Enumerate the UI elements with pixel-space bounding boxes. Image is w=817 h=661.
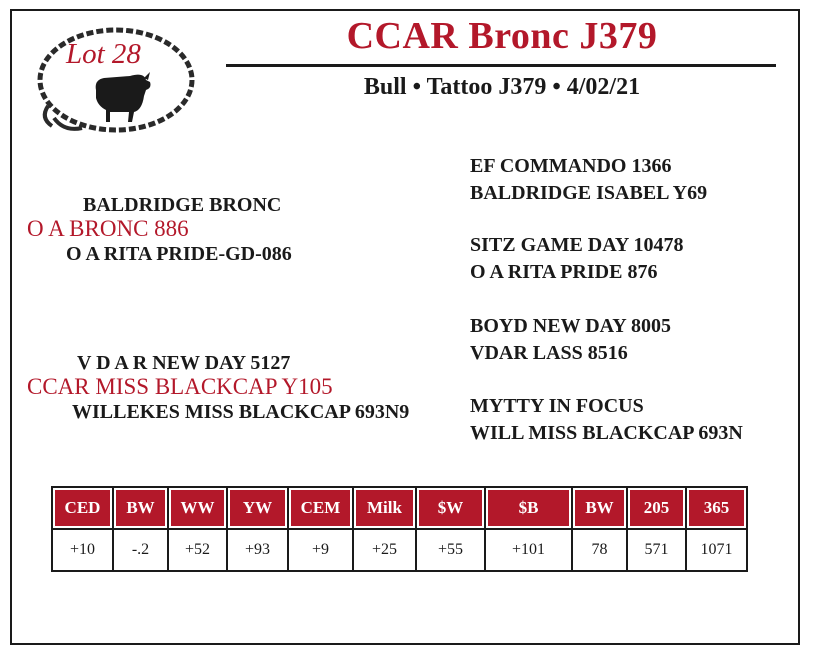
lot-number: Lot 28 [66,38,141,70]
epd-header-ced: CED [52,487,113,529]
title-divider [226,64,776,67]
grandparent-pair [470,232,684,286]
epd-value-yw: +93 [227,529,288,571]
epd-header-ww: WW [168,487,227,529]
epd-header-bw: BW [113,487,168,529]
epd-value-w-index: +55 [416,529,485,571]
animal-subtitle: Bull • Tattoo J379 • 4/02/21 [363,74,641,100]
grandparent-dam: WILL MISS BLACKCAP 693N [470,422,743,444]
dam-name: CCAR MISS BLACKCAP Y105 [27,374,333,399]
sire-name: O A BRONC 886 [27,216,189,241]
grandparent-dam: O A RITA PRIDE 876 [470,261,658,283]
dam-dam: WILLEKES MISS BLACKCAP 693N9 [72,401,410,423]
grandparent-dam: BALDRIDGE ISABEL Y69 [470,182,708,204]
grandparent-sire: SITZ GAME DAY 10478 [470,234,684,256]
grandparent-dam: VDAR LASS 8516 [470,342,628,364]
epd-value-row [52,529,747,571]
grandparent-sire: MYTTY IN FOCUS [470,395,644,417]
epd-value-ced: +10 [52,529,113,571]
epd-header-row [52,487,747,529]
epd-value-ww: +52 [168,529,227,571]
epd-header-365: 365 [686,487,747,529]
epd-table [51,486,748,572]
epd-value-bw: -.2 [113,529,168,571]
epd-value-205: 571 [627,529,686,571]
epd-header-cem: CEM [288,487,353,529]
grandparent-pair [470,393,743,447]
dam-sire: V D A R NEW DAY 5127 [77,352,291,374]
epd-value-actual-bw: 78 [572,529,627,571]
sire-dam: O A RITA PRIDE-GD-086 [66,243,292,265]
epd-value-365: 1071 [686,529,747,571]
epd-header-w-index: $W [416,487,485,529]
epd-value-b-index: +101 [485,529,572,571]
epd-value-cem: +9 [288,529,353,571]
epd-header-actual-bw: BW [572,487,627,529]
grandparent-sire: BOYD NEW DAY 8005 [470,315,671,337]
grandparent-pair [470,153,707,207]
grandparent-sire: EF COMMANDO 1366 [470,155,672,177]
epd-value-milk: +25 [353,529,416,571]
epd-header-205: 205 [627,487,686,529]
epd-header-yw: YW [227,487,288,529]
epd-header-b-index: $B [485,487,572,529]
epd-header-milk: Milk [353,487,416,529]
sire-sire: BALDRIDGE BRONC [83,194,282,216]
page-title: CCAR Bronc J379 [346,15,658,57]
grandparent-pair [470,313,671,367]
